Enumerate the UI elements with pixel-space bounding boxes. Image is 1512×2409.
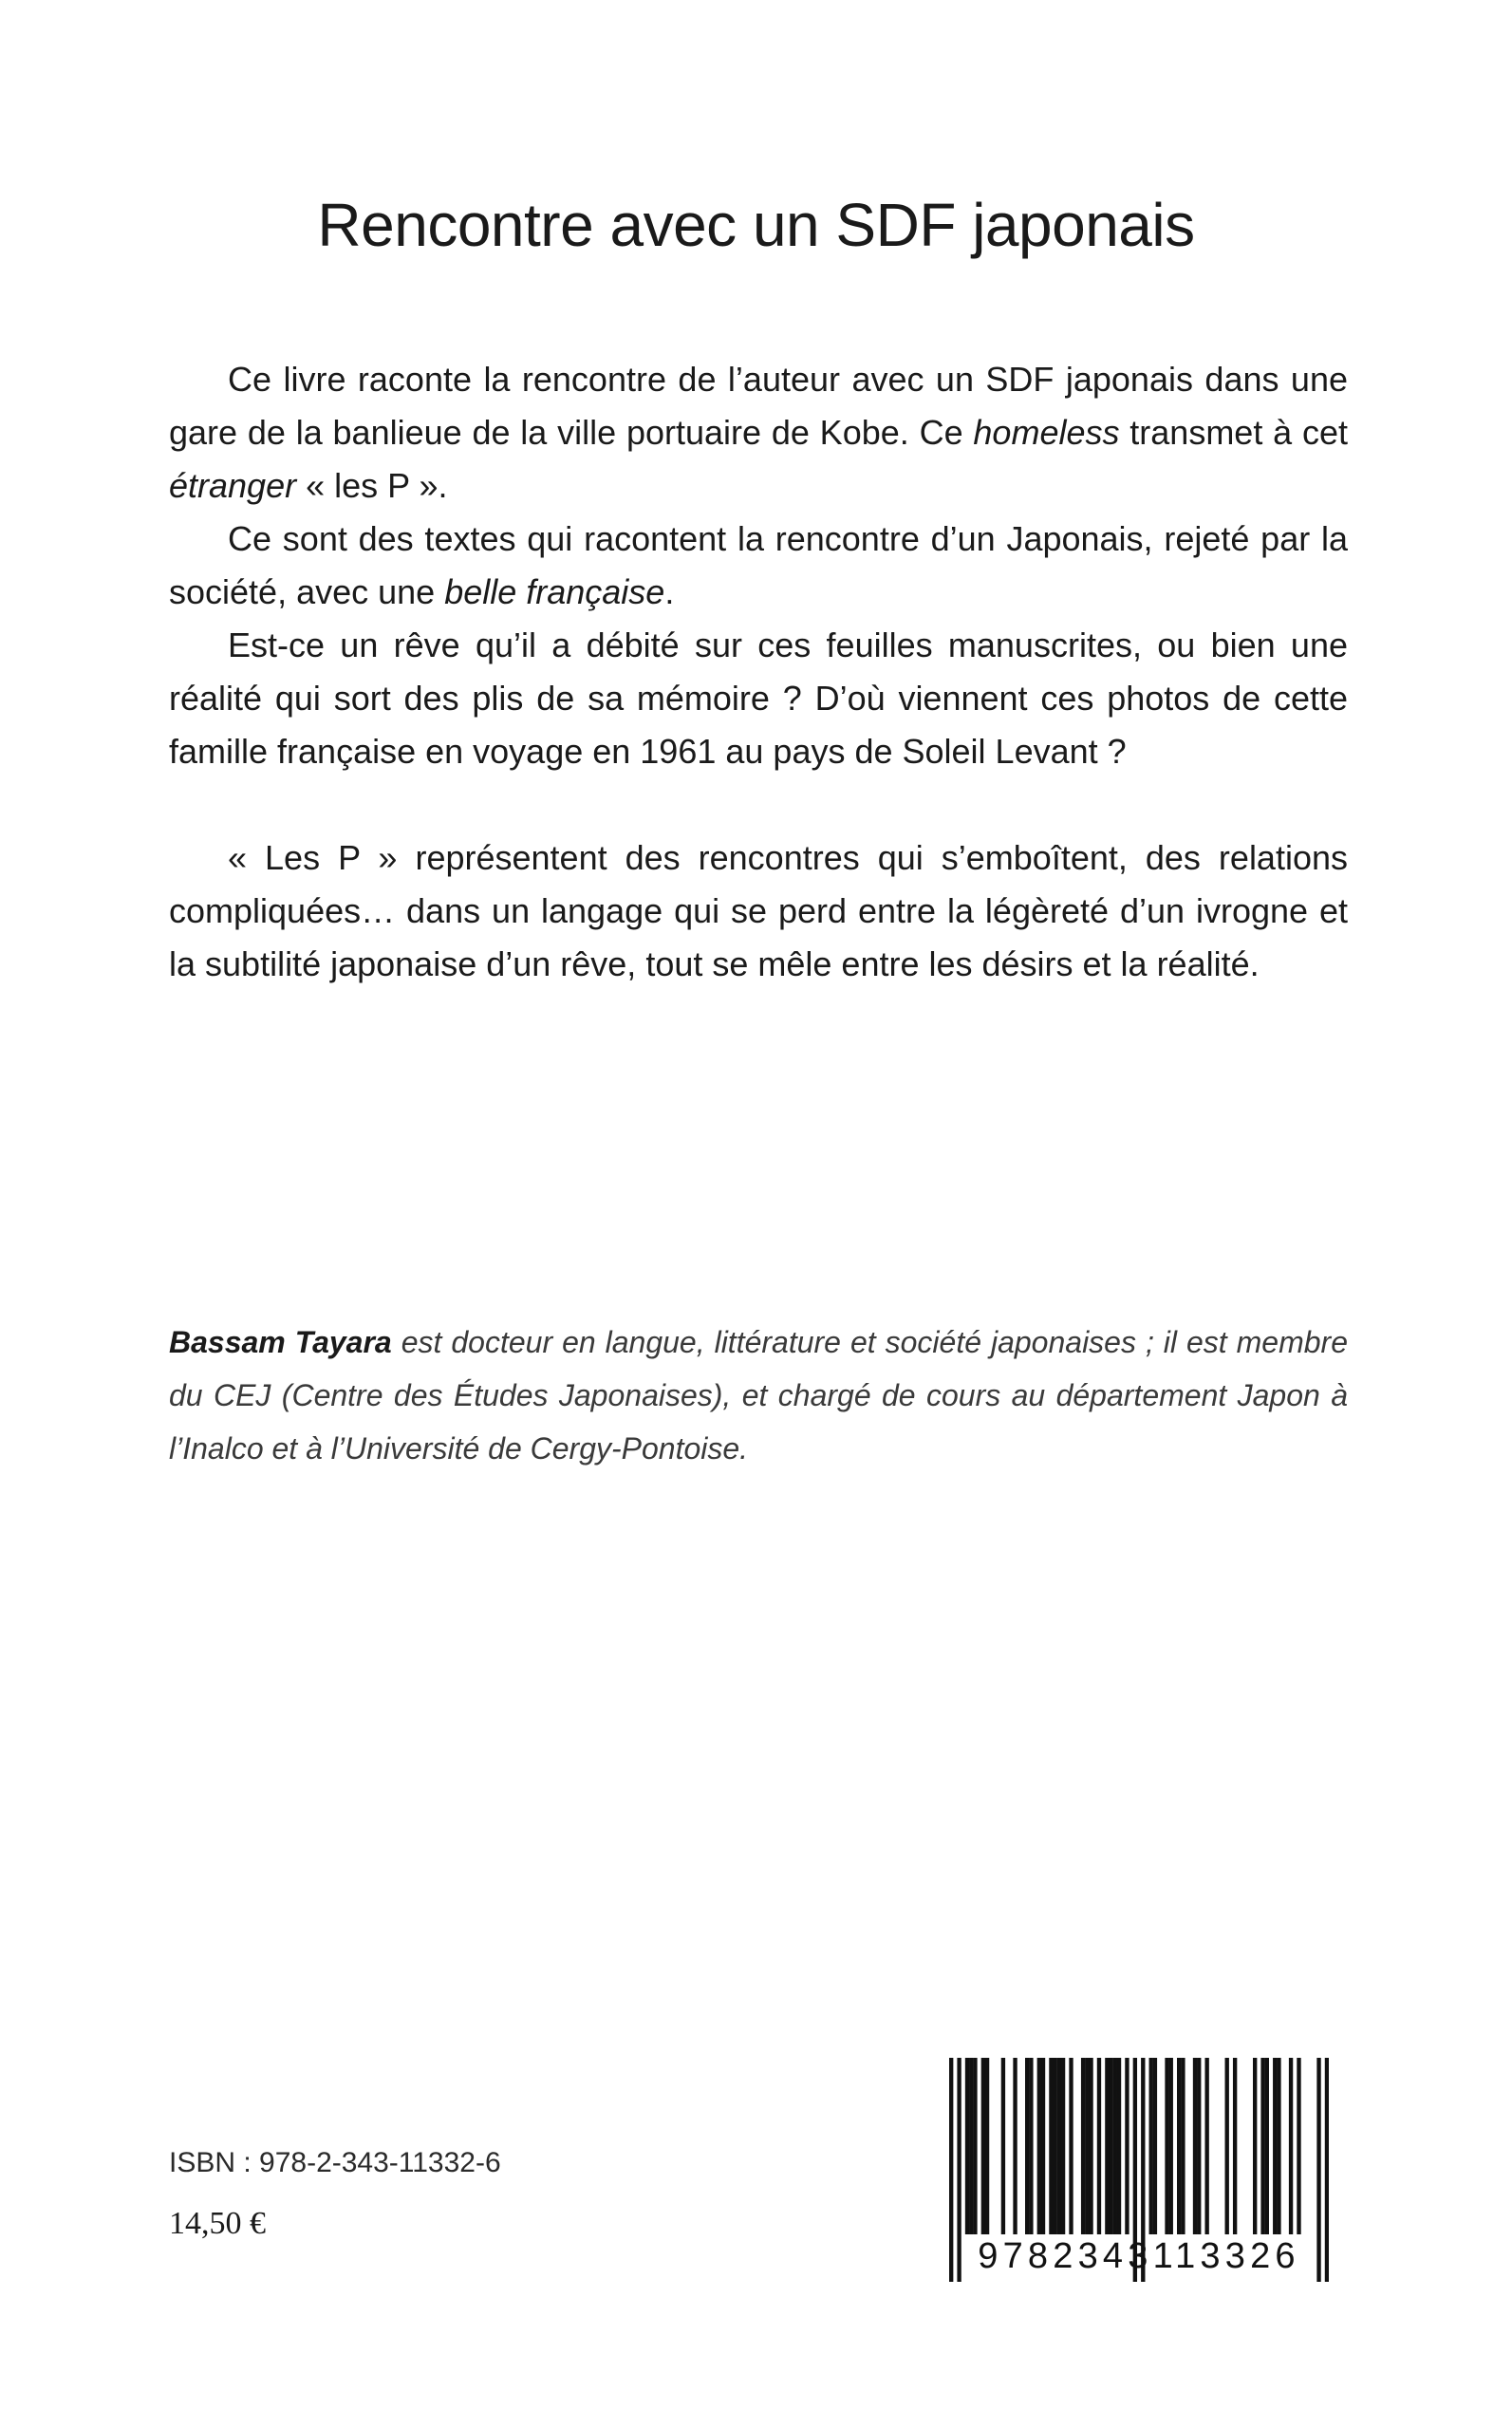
barcode-bar bbox=[1117, 2058, 1121, 2234]
summary-p1-emphasis-etranger: étranger bbox=[169, 466, 297, 505]
barcode-bar bbox=[1149, 2058, 1153, 2234]
barcode-bar bbox=[1013, 2058, 1017, 2234]
summary-p1-text-a: Ce livre raconte la rencontre de l’auteur avec un SDF japonais dans une gare de la banlieue de la ville portuaire de Kobe. Ce bbox=[169, 360, 1348, 452]
barcode-bar bbox=[1057, 2058, 1061, 2234]
author-bio bbox=[169, 1316, 1348, 1475]
summary-p1-text-b: transmet à cet bbox=[1119, 413, 1348, 452]
isbn-number: ISBN : 978-2-343-11332-6 bbox=[169, 2147, 501, 2178]
barcode-bar bbox=[1109, 2058, 1112, 2234]
barcode-bar bbox=[1177, 2058, 1181, 2234]
summary-p1-emphasis-homeless: homeless bbox=[973, 413, 1120, 452]
barcode-bar bbox=[1273, 2058, 1277, 2234]
barcode-bar bbox=[1081, 2058, 1085, 2234]
barcode-bar bbox=[973, 2058, 977, 2234]
summary-p1-text-c: « les P ». bbox=[296, 466, 448, 505]
barcode-bar bbox=[1204, 2058, 1208, 2234]
summary-p2-text-a: Ce sont des textes qui racontent la rencontre d’un Japonais, rejeté par la société, avec une bbox=[169, 519, 1348, 611]
barcode-bar bbox=[1041, 2058, 1045, 2234]
barcode-bar bbox=[1265, 2058, 1269, 2234]
barcode-bar bbox=[1097, 2058, 1101, 2234]
barcode-bar bbox=[1153, 2058, 1157, 2234]
barcode-bar bbox=[1125, 2058, 1129, 2234]
summary-paragraph-4: « Les P » représentent des rencontres qui s’emboîtent, des relations compliquées… dans un langage qui se perd entre la légèreté d’un ivrogne et la subtilité japonaise d’un rêve, tout se mêle entre les désirs et la réalité. bbox=[169, 838, 1348, 983]
barcode-bar bbox=[1025, 2058, 1029, 2234]
barcode-bar bbox=[1085, 2058, 1089, 2234]
summary-paragraph-1 bbox=[169, 353, 1348, 513]
barcode-bar bbox=[1169, 2058, 1173, 2234]
summary-paragraph-3: Est-ce un rêve qu’il a débité sur ces feuilles manuscrites, ou bien une réalité qui sort des plis de sa mémoire ? D’où viennent ces photos de cette famille française en voyage en 1961 au pays de Soleil Levant ? bbox=[169, 626, 1348, 771]
barcode-bar bbox=[1105, 2058, 1109, 2234]
barcode-bar bbox=[1253, 2058, 1257, 2234]
price: 14,50 € bbox=[169, 2206, 266, 2241]
barcode-bar bbox=[1049, 2058, 1053, 2234]
author-bio-text: est docteur en langue, littérature et société japonaises ; il est membre du CEJ (Centre des Études Japonaises), et chargé de cours au département Japon à l’Inalco et à l’Université de Cergy-Pontoise. bbox=[169, 1325, 1349, 1466]
barcode-bar bbox=[965, 2058, 969, 2234]
barcode-bar bbox=[1277, 2058, 1280, 2234]
summary-p2-emphasis: belle française bbox=[444, 572, 665, 611]
barcode-bar bbox=[1181, 2058, 1185, 2234]
barcode-bar bbox=[1053, 2058, 1056, 2234]
barcode-bar bbox=[1297, 2058, 1300, 2234]
barcode-bar bbox=[1037, 2058, 1041, 2234]
book-title: Rencontre avec un SDF japonais bbox=[317, 191, 1195, 259]
barcode-bar bbox=[1089, 2058, 1092, 2234]
author-name: Bassam Tayara bbox=[169, 1325, 392, 1359]
barcode-bar bbox=[1225, 2058, 1229, 2234]
barcode-bar bbox=[985, 2058, 989, 2234]
barcode-bar bbox=[1197, 2058, 1201, 2234]
barcode-bar bbox=[1113, 2058, 1117, 2234]
barcode-bar bbox=[1165, 2058, 1168, 2234]
barcode-bar bbox=[1289, 2058, 1293, 2234]
barcode bbox=[949, 2058, 1329, 2295]
summary-p2-text-b: . bbox=[664, 572, 675, 611]
barcode-bar bbox=[1193, 2058, 1197, 2234]
barcode-bar bbox=[1029, 2058, 1033, 2234]
book-summary bbox=[169, 353, 1348, 991]
barcode-bar bbox=[969, 2058, 973, 2234]
barcode-bar bbox=[1061, 2058, 1065, 2234]
barcode-bar bbox=[1233, 2058, 1237, 2234]
summary-paragraph-2 bbox=[169, 513, 1348, 619]
barcode-bar bbox=[1001, 2058, 1005, 2234]
barcode-bar bbox=[981, 2058, 985, 2234]
barcode-digits: 9782343113326 bbox=[978, 2236, 1300, 2276]
barcode-bar bbox=[1260, 2058, 1264, 2234]
barcode-bar bbox=[1069, 2058, 1073, 2234]
